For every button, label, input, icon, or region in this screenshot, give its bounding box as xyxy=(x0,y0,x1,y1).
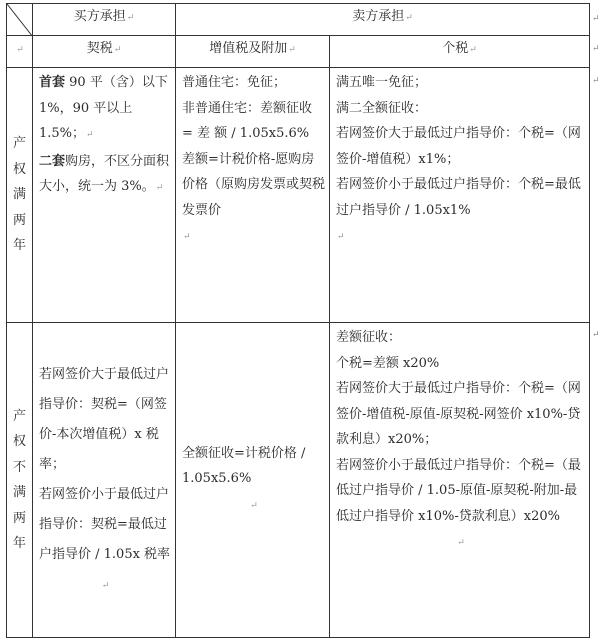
row-label-under-two-years xyxy=(7,323,33,638)
header-row-party xyxy=(7,4,590,36)
paragraph-mark-icon: ↵ xyxy=(16,45,24,55)
paragraph-mark-icon: ↵ xyxy=(113,45,122,55)
paragraph-mark-icon: ↵ xyxy=(288,45,296,55)
row-label-char: 年 xyxy=(12,238,26,254)
paragraph-mark-icon: ↵ xyxy=(337,232,345,242)
buyer-header xyxy=(33,4,176,36)
vat-line: 非普通住宅：差额征收 = 差 额 / 1.05x5.6% xyxy=(182,100,313,141)
row-label-char: 产 xyxy=(12,408,26,424)
vat-line: 全额征收=计税价格 / 1.05x5.6% xyxy=(182,445,306,487)
vat-cell xyxy=(176,68,330,323)
paragraph-mark-icon: ↵ xyxy=(101,580,110,591)
row-label-over-two-years xyxy=(7,68,33,323)
tax-table xyxy=(6,3,590,638)
income-tax-line: 满五唯一免征； xyxy=(336,75,428,90)
paragraph-mark-icon: ↵ xyxy=(155,183,164,193)
deed-tax-second-home xyxy=(39,149,171,202)
paragraph-mark-icon: ↵ xyxy=(592,44,600,54)
empty-header-cell xyxy=(7,36,33,68)
second-home-label: 二套 xyxy=(39,153,66,169)
column-header-deed-tax xyxy=(33,36,176,68)
paragraph-mark-icon: ↵ xyxy=(469,45,477,55)
table-row-under-two-years xyxy=(7,323,590,638)
vat-line: 差额=计税价格-愿购房价格（原购房发票或契税发票价 xyxy=(182,151,326,218)
income-tax-line: 满二全额征收： xyxy=(336,100,428,116)
deed-tax-cell xyxy=(33,68,176,323)
deed-tax-line: 若网签价大于最低过户指导价：契税=（网签价-本次增值税）x 税率； xyxy=(39,366,170,472)
row-label-char: 年 xyxy=(12,536,26,551)
row-label-char: 两 xyxy=(12,510,26,526)
row-label-char: 产 xyxy=(12,136,26,152)
paragraph-mark-icon: ↵ xyxy=(457,538,465,548)
corner-cell xyxy=(7,4,33,36)
row-label-char: 权 xyxy=(12,434,26,449)
paragraph-mark-icon: ↵ xyxy=(592,14,600,24)
vat-cell xyxy=(176,323,330,638)
paragraph-mark-icon: ↵ xyxy=(183,232,191,242)
column-header-vat xyxy=(176,36,330,68)
deed-tax-label: 契税 xyxy=(86,41,113,56)
header-row-columns xyxy=(7,36,590,68)
seller-label: 卖方承担 xyxy=(352,9,405,24)
income-tax-cell xyxy=(330,323,590,638)
paragraph-mark-icon: ↵ xyxy=(592,330,600,340)
table-row-over-two-years xyxy=(7,68,590,323)
income-tax-line: 若网签价小于最低过户指导价：个税=最低过户指导价 / 1.05x1% xyxy=(336,177,581,218)
second-home-rate: 购房，不区分面积大小，统一为 3%。 xyxy=(39,153,170,194)
paragraph-mark-icon: ↵ xyxy=(405,13,413,23)
income-tax-line: 若网签价小于最低过户指导价：个税=（最低过户指导价 / 1.05-原值-原契税-附加-最低过户指导价 x10%-贷款利息）x20% xyxy=(336,457,581,524)
income-tax-cell xyxy=(330,68,590,323)
paragraph-mark-icon: ↵ xyxy=(250,500,258,511)
paragraph-mark-icon: ↵ xyxy=(86,130,94,140)
first-home-rate: 90 平（含）以下 1%，90 平以上 1.5%； xyxy=(39,75,168,141)
row-label-char: 满 xyxy=(12,187,26,203)
income-tax-line: 差额征收： xyxy=(336,330,402,345)
diagonal-line-icon xyxy=(7,4,33,37)
buyer-label: 买方承担 xyxy=(73,9,126,24)
vat-line: 普通住宅：免征； xyxy=(182,75,287,90)
vat-label: 增值税及附加 xyxy=(209,41,288,56)
first-home-label: 首套 xyxy=(39,75,66,90)
paragraph-mark-icon: ↵ xyxy=(126,13,135,23)
row-label-char: 满 xyxy=(12,485,26,500)
income-tax-label: 个税 xyxy=(442,41,469,56)
income-tax-line: 个税=差额 x20% xyxy=(336,355,440,371)
deed-tax-cell xyxy=(33,323,176,638)
deed-tax-first-home xyxy=(39,70,171,149)
income-tax-line: 若网签价大于最低过户指导价：个税=（网签价-增值税-原值-原契税-网签价 x10%-贷款利息）x20%； xyxy=(336,381,581,447)
row-label-char: 不 xyxy=(12,459,26,475)
row-label-char: 两 xyxy=(12,212,26,228)
seller-header xyxy=(176,4,590,36)
deed-tax-line: 若网签价小于最低过户指导价：契税=最低过户指导价 / 1.05x 税率 xyxy=(39,486,171,562)
column-header-income-tax xyxy=(330,36,590,68)
income-tax-line: 若网签价大于最低过户指导价：个税=（网签价-增值税）x1%； xyxy=(336,126,581,167)
paragraph-mark-icon: ↵ xyxy=(592,76,600,86)
row-label-char: 权 xyxy=(12,161,26,177)
